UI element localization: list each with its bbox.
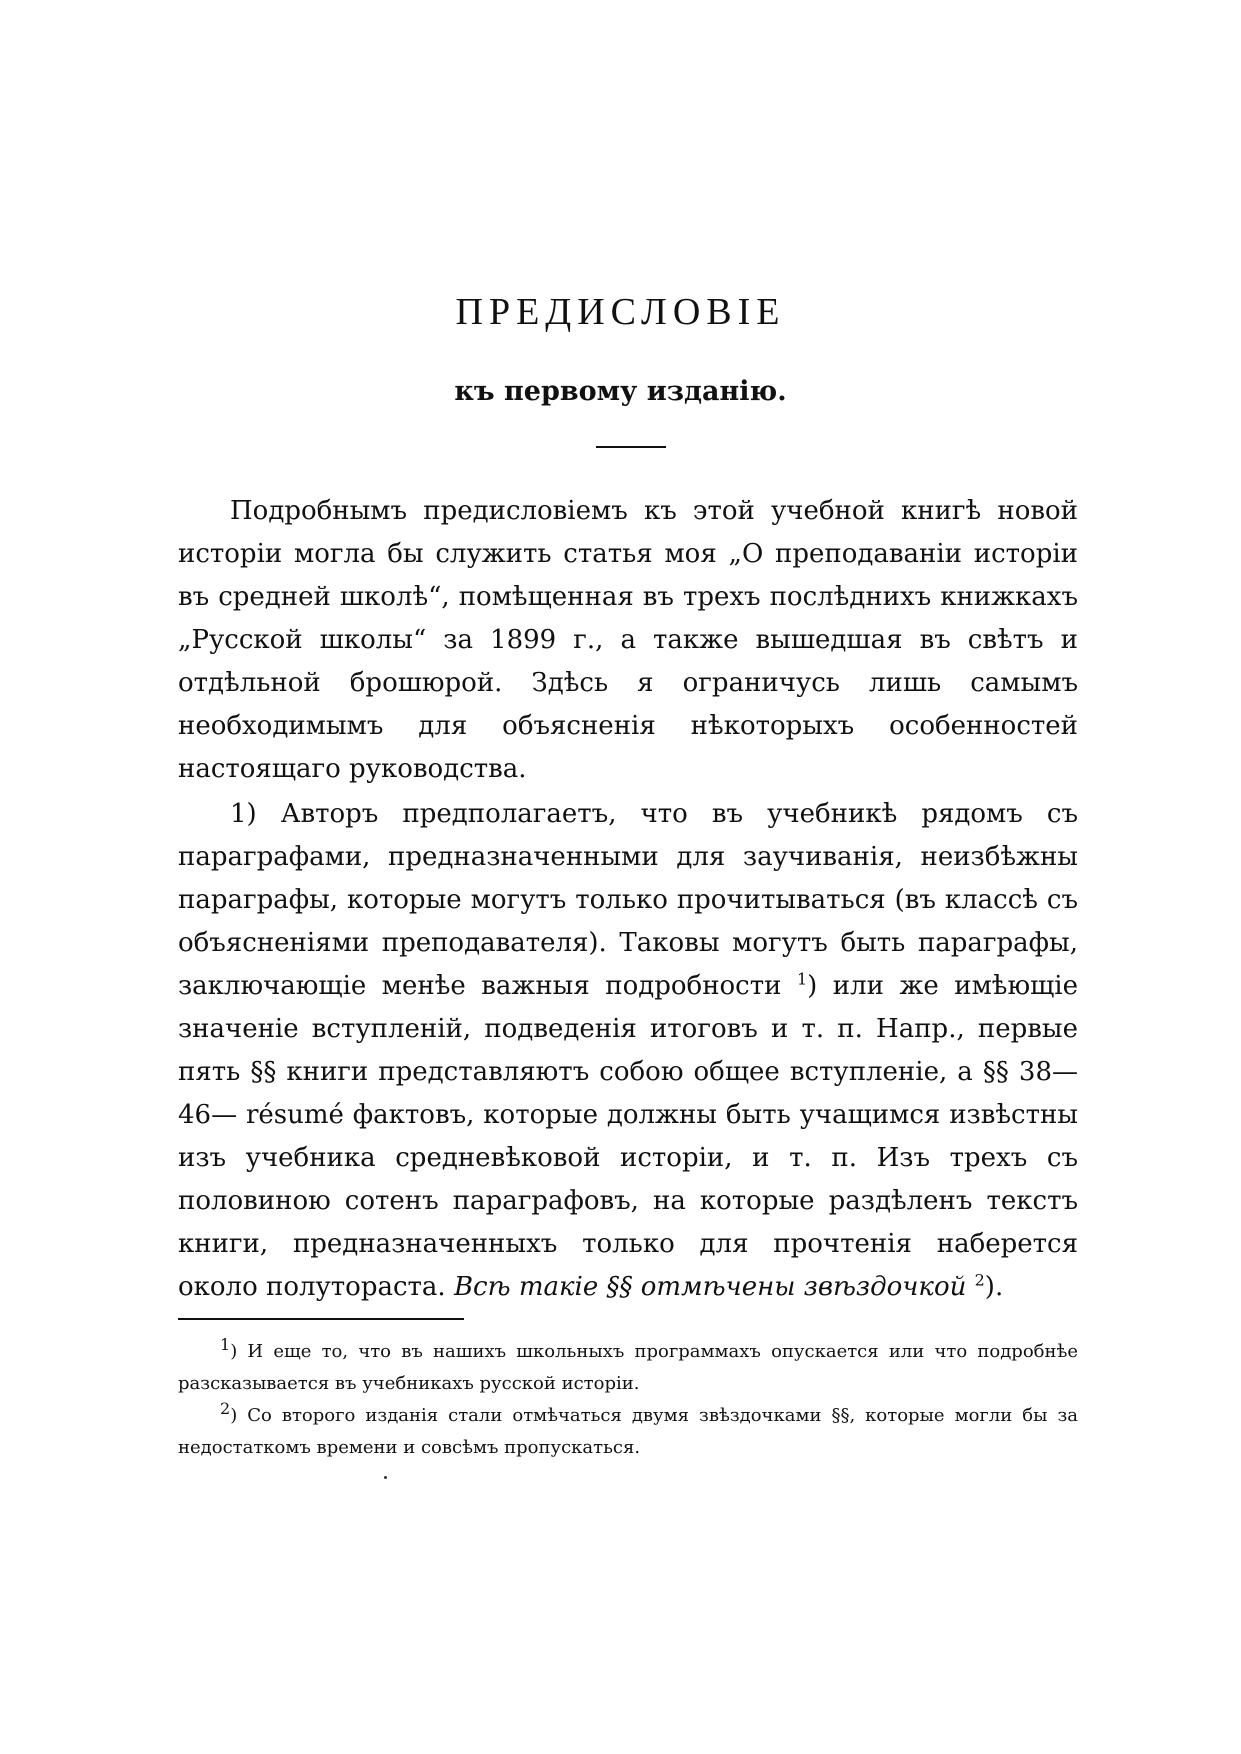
title-divider: [596, 446, 666, 448]
footnote-ref-1: 1: [796, 969, 808, 989]
footnote-2-text: ) Со второго изданія стали отмѣчаться двумя звѣздочками §§, которые могли бы за недостаткомъ времени и совсѣмъ пропускаться.: [178, 1405, 1078, 1458]
paragraph-1: Подробнымъ предисловіемъ къ этой учебной книгѣ новой исторіи могла бы служить статья моя „О преподаваніи исторіи въ средней школѣ“, помѣщенная въ трехъ послѣднихъ книжкахъ „Русской школы“ за 1899 г., а также вышедшая въ свѣтъ и отдѣльной брошюрой. Здѣсь я ограничусь лишь самымъ необходимымъ для объясненія нѣкоторыхъ особенностей настоящаго руководства.: [178, 496, 1078, 784]
page-title: ПРЕДИСЛОВІЕ: [455, 291, 786, 333]
paragraph-2: [178, 793, 1078, 1309]
print-speck: [384, 1476, 387, 1479]
footnote-2: [178, 1400, 1078, 1464]
body-text: [178, 490, 1078, 1309]
page-subtitle: къ первому изданію.: [454, 376, 787, 407]
footnote-divider: [178, 1318, 464, 1320]
paragraph-2-italic: Всѣ такіе §§ отмѣчены звѣздочкой: [453, 1272, 967, 1302]
footnote-mark-2: 2: [220, 1399, 231, 1418]
paragraph-2-part-c: ).: [984, 1272, 1004, 1302]
footnote-ref-2: 2: [974, 1270, 985, 1290]
paragraph-2-part-a: 1) Авторъ предполагаетъ, что въ учебникѣ рядомъ съ параграфами, предназначенными для заучиванія, неизбѣжны параграфы, которые могутъ только прочитываться (въ классѣ съ объясненіями преподавателя). Таковы могутъ быть параграфы, заключающіе менѣе важныя подробности: [178, 799, 1078, 1001]
footnote-mark-1: 1: [220, 1335, 231, 1354]
footnotes: [178, 1336, 1078, 1464]
footnote-1: [178, 1336, 1078, 1400]
paragraph-2-part-b: ) или же имѣющіе значеніе вступленій, подведенія итоговъ и т. п. Напр., первые пять §§ книги представляютъ собою общее вступленіе, а §§ 38—46— résumé фактовъ, которые должны быть учащимся извѣстны изъ учебника средневѣковой исторіи, и т. п. Изъ трехъ съ половиною сотенъ параграфовъ, на которые раздѣленъ текстъ книги, предназначенныхъ только для прочтенія наберется около полутораста.: [178, 971, 1078, 1302]
footnote-1-text: ) И еще то, что въ нашихъ школьныхъ программахъ опускается или что подробнѣе разсказывается въ учебникахъ русской исторіи.: [178, 1341, 1078, 1394]
